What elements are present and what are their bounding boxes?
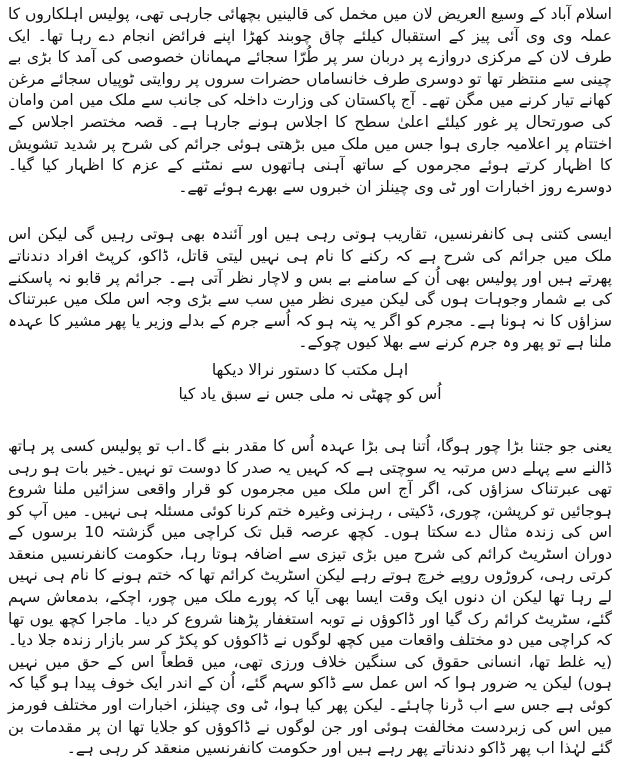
verse-line: اہل مکتب کا دستور نرالا دیکھا (211, 360, 409, 379)
article-paragraph: ایسی کتنی ہی کانفرنسیں، تقاریب ہوتی رہی ہیں اور آئندہ بھی ہوتی رہیں گی لیکن اس ملک میں جرائم کی شرح ہے کہ رکنے کا نام ہی نہیں لیتی قاتل، ڈاکو، کرپٹ افراد دندناتے پھرتے ہیں اور پولیس بھی اُن کے سامنے بے بس و لاچار نظر آتی ہے۔ جرائم پر قابو نہ پاسکنے کی بے شمار وجوہات ہوں گی لیکن میری نظر میں سب سے بڑی وجہ اس ملک میں عبرتناک سزاؤں کا نہ ہونا ہے۔ مجرم کو اگر یہ پتہ ہو کہ اُسے جرم کے بدلے وزیر یا پھر مشیر کا عہدہ ملنا ہے تو پھر وہ جرم کرنے سے بھلا کیوں چوکے۔ (8, 225, 612, 352)
article-paragraph: یعنی جو جتنا بڑا چور ہوگا، اُتنا ہی بڑا عہدہ اُس کا مقدر بنے گا۔اب تو پولیس کسی پر ہاتھ ڈالنے سے پہلے دس مرتبہ یہ سوچتی ہے کہ کہیں یہ صدر کا دوست تو نہیں۔خیر بات ہو رہی تھی عبرتناک سزاؤں کی، اگر آج اس ملک میں مجرموں کو قرار واقعی سزائیں ملنا شروع ہوجائیں تو کرپشن، چوری، ڈکیتی ، رہزنی وغیرہ ختم کرنا کوئی مسئلہ ہی نہیں۔ میں آپ کو اس کی زندہ مثال دے سکتا ہوں۔ کچھ عرصہ قبل تک کراچی میں گزشتہ 10 برسوں کے دوران اسٹریٹ کرائم کی شرح میں بڑی تیزی سے اضافہ ہوتا رہا، حکومت کانفرنسیں منعقد کرتی رہی، کروڑوں روپے خرچ ہوتے رہے لیکن اسٹریٹ کرائم تھا کہ ختم ہونے کا نام ہی نہیں لے رہا تھا لیکن ان دنوں ایک وقت ایسا بھی آیا کہ پورے ملک میں چور، اچکے، بدمعاش سہم گئے، سٹریٹ کرائم رک گیا اور ڈاکوؤں نے توبہ استغفار پڑھنا شروع کر دیا۔ ماجرا کچھ یوں تھا کہ کراچی میں دو مختلف واقعات میں کچھ لوگوں نے ڈاکوؤں کو پکڑ کر سر بازار زندہ جلا دیا۔(یہ غلط تھا، انسانی حقوق کی سنگین خلاف ورزی تھی، میں قطعاً اس کے حق میں نہیں ہوں) لیکن یہ ضرور ہوا کہ اس عمل سے ڈاکو سہم گئے، اُن کے اندر ایک خوف پیدا ہو گیا کہ کوئی ہے جس سے اب ڈرنا چاہئے۔ لیکن پھر کیا ہوا، ٹی وی چینلز، اخبارات اور مختلف فورمز میں اس کی زبردست مخالفت ہوئی اور جن لوگوں نے ڈاکوؤں کو جلایا تھا ان پر مقدمات بن گئے لہٰذا اب پھر ڈاکو دندناتے پھر رہے ہیں اور حکومت کانفرنسیں منعقد کر رہی ہے۔ (8, 436, 613, 758)
article-paragraph: اسلام آباد کے وسیع العریض لان میں مخمل کی قالینیں بچھائی جارہی تھی، پولیس اہلکاروں کا عملہ وی وی آئی پیز کے استقبال کیلئے چاق چوبند کھڑا اپنے فرائض انجام دے رہا تھا۔ ایک طرف لان کے مرکزی دروازے پر دربان سر پر طُرّا سجائے مہمانان خصوصی کی آمد کا بڑی بے چینی سے منتظر تھا تو دوسری طرف خانساماں حضرات سروں پر روایتی ٹوپیاں سجائے مرغن کھانے تیار کرنے میں مگن تھے۔ آج پاکستان کی وزارت داخلہ کی جانب سے ملک میں امن وامان کی صورتحال پر غور کیلئے اعلیٰ سطح کا اجلاس ہونے جارہا ہے۔ قصہ مختصر اجلاس کے اختتام پر اعلامیہ جاری ہوا جس میں ملک میں بڑھتی ہوئی جرائم کی شرح پر شدید تشویش کا اظہار کرتے ہوئے مجرموں کے ساتھ آہنی ہاتھوں سے نمٹنے کے عزم کا اظہار کیا گیا۔ دوسرے روز اخبارات اور ٹی وی چینلز ان خبروں سے بھرے ہوئے تھے۔ (8, 5, 612, 196)
verse-line: اُس کو چھٹی نہ ملی جس نے سبق یاد کیا (178, 384, 442, 403)
poetry-couplet (8, 358, 612, 406)
